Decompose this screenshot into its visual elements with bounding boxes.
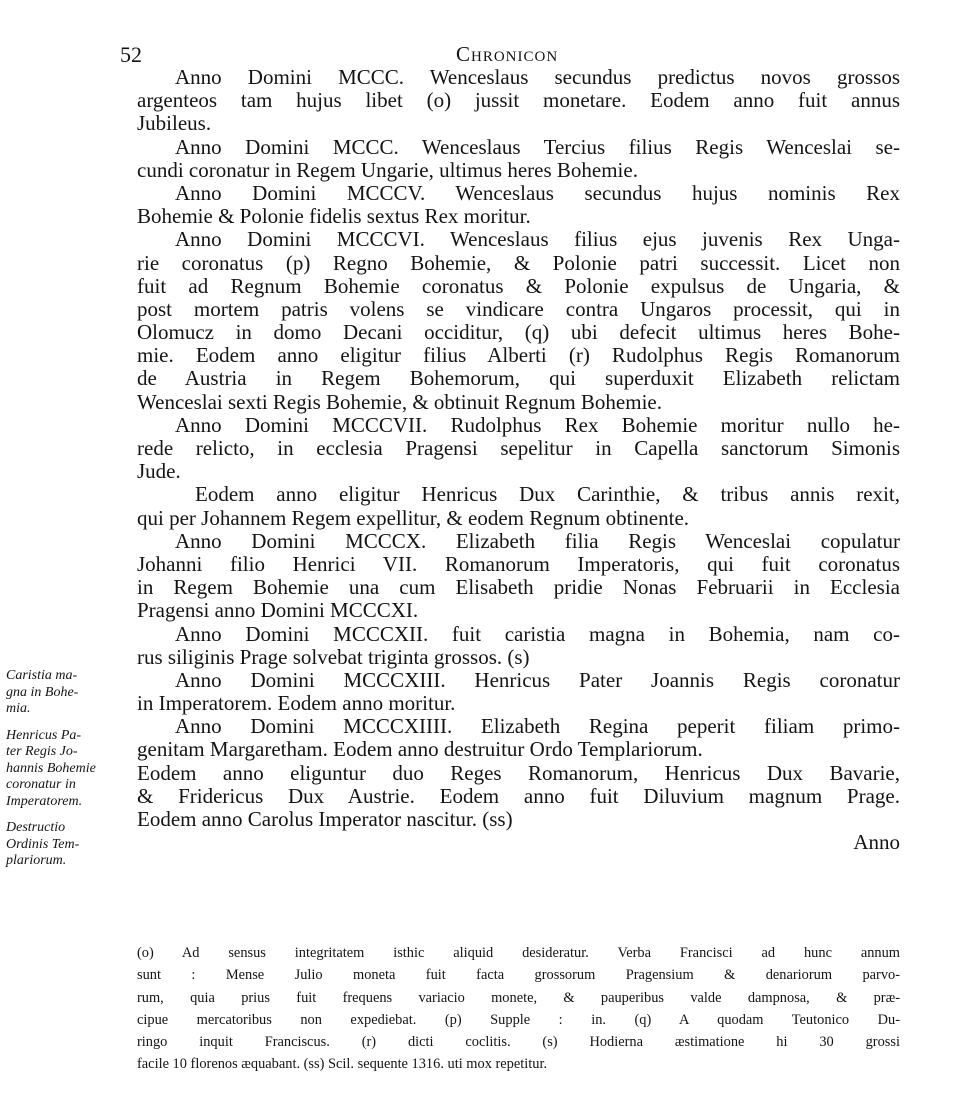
text-line: rus siliginis Prage solvebat triginta grossos. (s) xyxy=(137,644,530,669)
margin-note-line: coronatur in xyxy=(6,777,76,792)
text-line: Eodem anno Carolus Imperator nascitur. (ss) xyxy=(137,807,513,831)
text-line: Anno Domini MCCCXIII. Henricus Pater Joannis Regis coronatur xyxy=(175,667,900,692)
text-line: Wenceslai sexti Regis Bohemie, & obtinuit Regnum Bohemie. xyxy=(137,389,662,414)
text-line: & Fridericus Dux Austrie. Eodem anno fuit Diluvium magnum Prage. xyxy=(137,783,900,808)
text-line: rede relicto, in ecclesia Pragensi sepelitur in Capella sanctorum Simonis xyxy=(137,436,900,460)
page-number: 52 xyxy=(120,42,142,67)
footnote-line: sunt : Mense Julio moneta fuit facta grossorum Pragensium & denariorum parvo- xyxy=(137,967,900,984)
text-line: Johanni filio Henrici VII. Romanorum Imperatoris, qui fuit coronatus xyxy=(137,551,900,576)
text-line: Anno Domini MCCCXIIII. Elizabeth Regina peperit filiam primo- xyxy=(175,714,900,739)
footnote-line: (o) Ad sensus integritatem isthic aliquid desideratur. Verba Francisci ad hunc annum xyxy=(137,945,900,961)
text-line: mie. Eodem anno eligitur filius Alberti (r) Rudolphus Regis Romanorum xyxy=(137,343,900,368)
text-line: Anno Domini MCCC. Wenceslaus Tercius filius Regis Wenceslai se- xyxy=(175,134,900,159)
text-line: Anno Domini MCCCVII. Rudolphus Rex Bohemie moritur nullo he- xyxy=(175,412,900,437)
text-line: Jubileus. xyxy=(137,111,212,136)
running-head: Chronicon xyxy=(456,42,559,66)
text-line: fuit ad Regnum Bohemie coronatus & Polonie expulsus de Ungaria, & xyxy=(137,273,900,298)
footnotes xyxy=(137,942,900,1076)
margin-note-line: mia. xyxy=(6,701,31,716)
footnote-line: rum, quia prius fuit frequens variacio monete, & pauperibus valde dampnosa, & præ- xyxy=(137,989,900,1006)
text-line: rie coronatus (p) Regno Bohemie, & Polonie patri successit. Licet non xyxy=(137,250,900,275)
margin-note-line: Destructio xyxy=(6,820,66,835)
margin-note-line: Ordinis Tem- xyxy=(6,836,80,852)
text-line: Anno Domini MCCC. Wenceslaus secundus predictus novos grossos xyxy=(175,65,900,89)
text-line: argenteos tam hujus libet (o) jussit monetare. Eodem anno fuit annus xyxy=(137,88,900,113)
margin-note-line: gna in Bohe- xyxy=(6,684,79,700)
text-line: Anno Domini MCCCVI. Wenceslaus filius ejus juvenis Rex Unga- xyxy=(175,227,900,252)
margin-note-line: plariorum. xyxy=(6,853,67,868)
text-line: genitam Margaretham. Eodem anno destruitur Ordo Templariorum. xyxy=(137,737,703,762)
margin-note-line: Henricus Pa- xyxy=(6,727,82,743)
margin-note-line: Caristia ma- xyxy=(6,668,78,683)
text-line: Anno Domini MCCCXII. fuit caristia magna in Bohemia, nam co- xyxy=(175,621,900,646)
text-line: Olomucz in domo Decani occiditur, (q) ubi defecit ultimus heres Bohe- xyxy=(137,320,900,345)
margin-note-line: Imperatorem. xyxy=(6,793,83,809)
footnote-line: ringo inquit Franciscus. (r) dicti coclitis. (s) Hodierna æstimatione hi 30 grossi xyxy=(137,1034,900,1051)
margin-note-line: ter Regis Jo- xyxy=(6,744,78,759)
margin-note-line: hannis Bohemie xyxy=(6,760,96,776)
text-line: post mortem patris volens se vindicare contra Ungaros processit, qui in xyxy=(137,296,900,321)
text-line: Eodem anno eligitur Henricus Dux Carinthie, & tribus annis rexit, xyxy=(195,482,900,507)
page-header xyxy=(0,38,960,68)
text-line: in Regem Bohemie una cum Elisabeth pridie Nonas Februarii in Ecclesia xyxy=(137,575,900,600)
text-line: Pragensi anno Domini MCCCXI. xyxy=(137,598,419,623)
text-line: Eodem anno eliguntur duo Reges Romanorum, Henricus Dux Bavarie, xyxy=(137,760,900,785)
footnote-line: facile 10 florenos æquabant. (ss) Scil. sequente 1316. uti mox repetitur. xyxy=(137,1056,548,1073)
text-line: cundi coronatur in Regem Ungarie, ultimus heres Bohemie. xyxy=(137,157,638,182)
text-line: Jude. xyxy=(137,459,181,484)
text-line: Anno Domini MCCCV. Wenceslaus secundus hujus nominis Rex xyxy=(175,180,900,205)
main-text xyxy=(137,66,900,854)
text-line: Anno xyxy=(853,830,900,855)
text-line: de Austria in Regem Bohemorum, qui superduxit Elizabeth relictam xyxy=(137,366,900,391)
margin-notes xyxy=(6,668,134,870)
text-line: qui per Johannem Regem expellitur, & eodem Regnum obtinente. xyxy=(137,505,690,530)
text-line: in Imperatorem. Eodem anno moritur. xyxy=(137,691,456,716)
text-line: Anno Domini MCCCX. Elizabeth filia Regis Wenceslai copulatur xyxy=(175,528,900,553)
text-line: Bohemie & Polonie fidelis sextus Rex moritur. xyxy=(137,204,531,229)
footnote-line: cipue mercatoribus non expediebat. (p) Supple : in. (q) A quodam Teutonico Du- xyxy=(137,1011,900,1028)
